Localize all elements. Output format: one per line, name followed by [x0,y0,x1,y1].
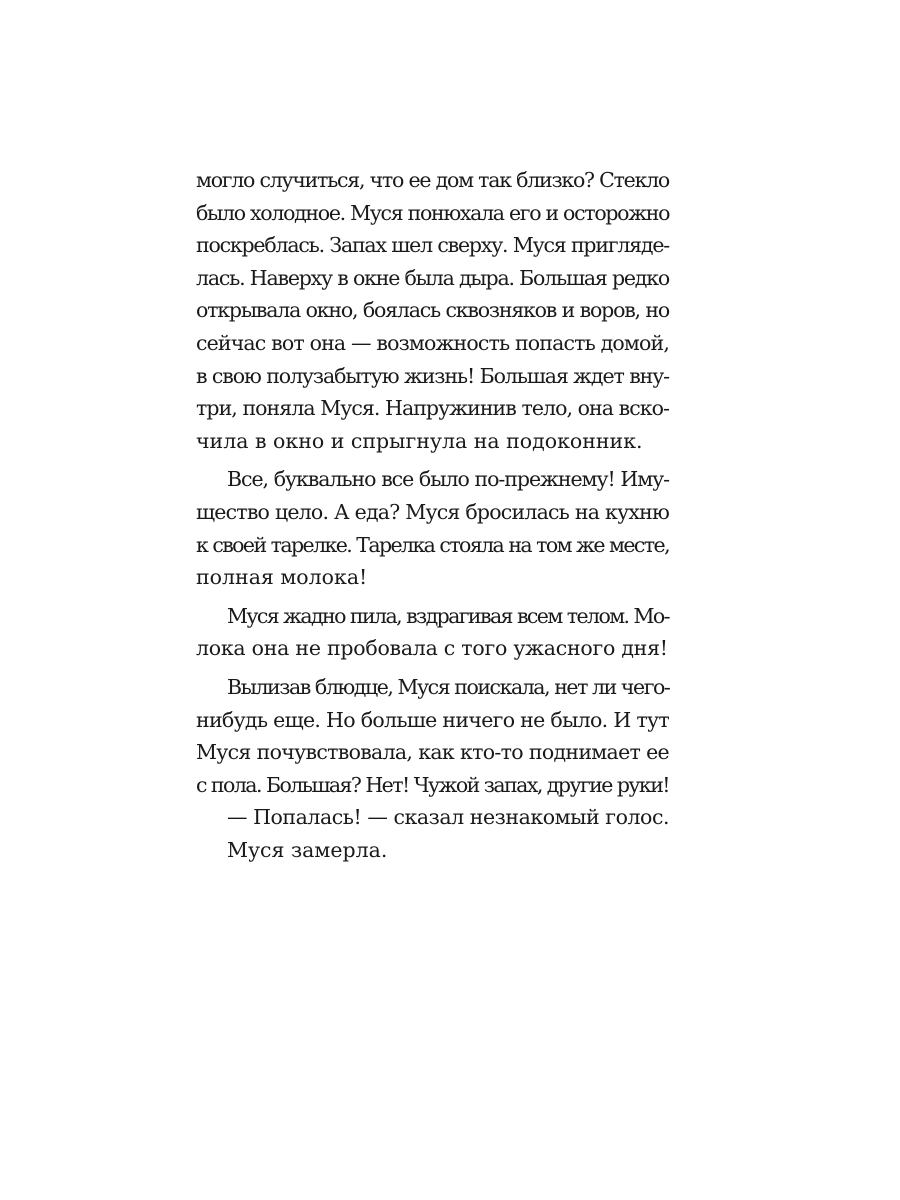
text-line: к своей тарелке. Тарелка стояла на том же месте, [196,532,669,557]
paragraph-6 [196,834,669,867]
text-line: сейчас вот она — возможность попасть домой, [196,330,669,355]
text-line: Муся почувствовала, как кто-то поднимает ее [196,740,669,765]
text-line: могло случиться, что ее дом так близко? Стекло [196,168,669,192]
text-line: нибудь еще. Но больше ничего не было. И тут [196,707,669,732]
text-line: чила в окно и спрыгнула на подоконник. [196,428,643,453]
text-line: лась. Наверху в окне была дыра. Большая редко [196,265,669,290]
text-line: Муся жадно пила, вздрагивая всем телом. Мо- [227,603,669,628]
text-line: с пола. Большая? Нет! Чужой запах, другие руки! [196,772,669,797]
text-line: Муся замерла. [227,837,388,862]
text-line: Вылизав блюдце, Муся поискала, нет ли чего- [227,674,670,699]
body-text [196,164,669,866]
text-line: три, поняла Муся. Напружинив тело, она вско- [196,396,669,421]
text-line: — Попалась! — сказал незнакомый голос. [227,805,670,830]
paragraph-3 [196,600,669,665]
paragraph-4 [196,671,669,801]
paragraph-1 [196,164,669,457]
text-line: было холодное. Муся понюхала его и осторожно [196,200,670,225]
paragraph-5 [196,801,669,834]
text-line: лока она не пробовала с того ужасного дня! [196,636,668,661]
text-line: щество цело. А еда? Муся бросилась на кухню [196,499,669,524]
text-line: поскреблась. Запах шел сверху. Муся пригляде- [196,233,669,258]
paragraph-2 [196,463,669,593]
text-line: открывала окно, боялась сквозняков и воров, но [196,298,669,323]
text-line: Все, буквально все было по-прежнему! Иму- [227,467,669,492]
text-line: в свою полузабытую жизнь! Большая ждет вну- [196,363,669,388]
text-line: полная молока! [196,565,368,590]
